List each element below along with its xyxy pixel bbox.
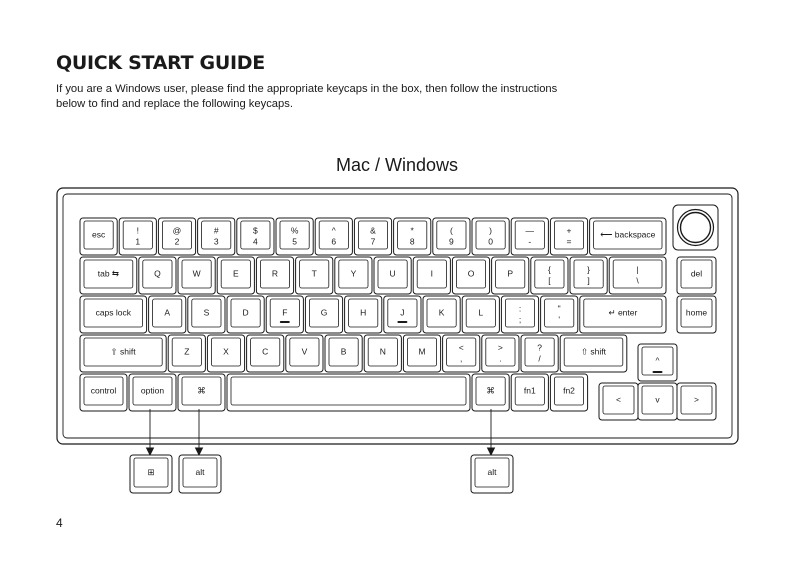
replacement-keycaps <box>130 455 513 493</box>
key-option[interactable] <box>129 374 176 411</box>
key-equals-shift-label: + <box>566 225 572 236</box>
key-9-label: 9 <box>449 236 454 247</box>
key-control-label: control <box>90 385 117 396</box>
key-h-label: H <box>360 307 367 318</box>
page-title: QUICK START GUIDE <box>56 52 265 74</box>
replacement-windows-key[interactable] <box>130 455 172 493</box>
key-6[interactable] <box>315 218 352 255</box>
key-del[interactable] <box>677 257 716 294</box>
key-y-label: Y <box>350 268 357 279</box>
key-semicolon-label: ; <box>518 314 522 325</box>
key-left-bracket-label: [ <box>548 275 551 286</box>
key-b[interactable] <box>325 335 362 372</box>
key-y[interactable] <box>335 257 372 294</box>
key-left-bracket-shift-label: { <box>547 264 551 275</box>
key-u[interactable] <box>374 257 411 294</box>
key-comma-shift-label: < <box>458 342 464 353</box>
key-l[interactable] <box>462 296 499 333</box>
key-del-label: del <box>690 268 703 279</box>
key-2[interactable] <box>158 218 195 255</box>
key-3[interactable] <box>198 218 235 255</box>
key-e[interactable] <box>217 257 254 294</box>
replacement-alt-key-left-label: alt <box>195 467 205 478</box>
key-equals[interactable] <box>550 218 587 255</box>
key-q[interactable] <box>139 257 176 294</box>
key-arrow-up[interactable] <box>638 344 677 381</box>
key-6-shift-label: ^ <box>331 225 336 236</box>
key-p-label: P <box>507 268 514 279</box>
key-a-label: A <box>164 307 171 318</box>
key-v-label: V <box>301 346 308 357</box>
key-g[interactable] <box>305 296 342 333</box>
key-t-label: T <box>311 268 317 279</box>
key-m[interactable] <box>403 335 440 372</box>
key-i-label: I <box>430 268 433 279</box>
key-space[interactable] <box>227 374 470 411</box>
key-caps-lock-label: caps lock <box>95 307 132 318</box>
key-n[interactable] <box>364 335 401 372</box>
key-o[interactable] <box>452 257 489 294</box>
key-s[interactable] <box>188 296 225 333</box>
key-2-shift-label: @ <box>172 225 182 236</box>
key-fn2[interactable] <box>550 374 587 411</box>
key-5-label: 5 <box>292 236 297 247</box>
key-backslash-shift-label: | <box>636 264 639 275</box>
key-7[interactable] <box>354 218 391 255</box>
key-f-label: F <box>282 307 288 318</box>
key-fn2-label: fn2 <box>563 385 575 396</box>
key-minus-shift-label: — <box>525 225 535 236</box>
key-h[interactable] <box>345 296 382 333</box>
key-a[interactable] <box>149 296 186 333</box>
key-x[interactable] <box>207 335 244 372</box>
key-left-bracket[interactable] <box>531 257 568 294</box>
replacement-windows-key-label: ⊞ <box>147 467 155 478</box>
key-n-label: N <box>379 346 386 357</box>
key-period-shift-label: > <box>497 342 503 353</box>
key-0[interactable] <box>472 218 509 255</box>
key-backslash[interactable] <box>609 257 666 294</box>
key-p[interactable] <box>492 257 529 294</box>
key-left-shift-label: ⇧ shift <box>110 346 136 357</box>
key-quote-shift-label: " <box>557 303 561 314</box>
key-8[interactable] <box>394 218 431 255</box>
key-minus-label: - <box>528 236 532 247</box>
key-fn1[interactable] <box>511 374 548 411</box>
key-esc[interactable] <box>80 218 117 255</box>
key-d[interactable] <box>227 296 264 333</box>
key-enter-label: ↵ enter <box>608 307 638 318</box>
key-9-shift-label: ( <box>449 225 453 236</box>
key-arrow-down-label: v <box>655 394 660 405</box>
key-semicolon-shift-label: : <box>518 303 522 314</box>
key-0-shift-label: ) <box>489 225 493 236</box>
key-1-shift-label: ! <box>136 225 139 236</box>
key-7-shift-label: & <box>370 225 376 236</box>
key-3-label: 3 <box>213 236 219 247</box>
key-s-label: S <box>203 307 210 318</box>
key-c[interactable] <box>247 335 284 372</box>
key-backspace-label: ⟵ backspace <box>600 229 656 240</box>
key-arrow-right-label: > <box>694 394 699 405</box>
key-layer <box>80 218 716 420</box>
key-u-label: U <box>389 268 396 279</box>
key-backslash-label: \ <box>636 275 639 286</box>
key-quote[interactable] <box>541 296 578 333</box>
key-semicolon[interactable] <box>501 296 538 333</box>
key-arrow-up-label: ^ <box>655 355 660 366</box>
key-1[interactable] <box>119 218 156 255</box>
key-fn1-label: fn1 <box>523 385 536 396</box>
key-arrow-down[interactable] <box>638 383 677 420</box>
key-tab-label: tab ⇆ <box>97 268 120 279</box>
key-8-label: 8 <box>409 236 415 247</box>
key-arrow-left[interactable] <box>599 383 638 420</box>
key-7-label: 7 <box>370 236 376 247</box>
key-6-label: 6 <box>331 236 337 247</box>
key-comma-label: , <box>460 353 463 364</box>
key-arrow-right[interactable] <box>677 383 716 420</box>
key-caps-lock[interactable] <box>80 296 147 333</box>
key-slash[interactable] <box>521 335 558 372</box>
key-f[interactable] <box>266 296 303 333</box>
key-esc-label: esc <box>91 229 106 240</box>
key-right-bracket[interactable] <box>570 257 607 294</box>
key-slash-shift-label: ? <box>537 342 542 353</box>
key-j[interactable] <box>384 296 421 333</box>
key-right-bracket-shift-label: } <box>587 264 591 275</box>
key-k[interactable] <box>423 296 460 333</box>
key-quote-label: ' <box>558 314 561 325</box>
key-1-label: 1 <box>135 236 141 247</box>
key-comma[interactable] <box>443 335 480 372</box>
key-home[interactable] <box>677 296 716 333</box>
key-t[interactable] <box>296 257 333 294</box>
key-2-label: 2 <box>174 236 180 247</box>
key-d-label: D <box>242 307 249 318</box>
key-right-command-label: ⌘ <box>486 385 495 396</box>
key-c-label: C <box>262 346 269 357</box>
key-v[interactable] <box>286 335 323 372</box>
key-k-label: K <box>438 307 445 318</box>
key-r-label: R <box>271 268 279 279</box>
key-control[interactable] <box>80 374 127 411</box>
key-minus[interactable] <box>511 218 548 255</box>
rotary-knob-icon[interactable] <box>673 205 718 250</box>
key-j-label: J <box>400 307 405 318</box>
key-m-label: M <box>418 346 426 357</box>
key-e-label: E <box>232 268 239 279</box>
key-4-label: 4 <box>253 236 258 247</box>
key-w-label: W <box>192 268 201 279</box>
key-5[interactable] <box>276 218 313 255</box>
replacement-alt-key-left[interactable] <box>179 455 221 493</box>
key-enter[interactable] <box>580 296 666 333</box>
intro-text: If you are a Windows user, please find the appropriate keycaps in the box, then follow the instructions below to find and replace the following keycaps. <box>56 83 558 110</box>
layout-label: Mac / Windows <box>335 155 459 175</box>
key-option-label: option <box>140 385 165 396</box>
key-l-label: L <box>478 307 484 318</box>
key-right-command[interactable] <box>472 374 509 411</box>
key-right-shift-label: ⇧ shift <box>580 346 607 357</box>
key-r[interactable] <box>256 257 293 294</box>
key-0-label: 0 <box>488 236 493 247</box>
key-8-shift-label: * <box>410 225 414 236</box>
key-left-shift[interactable] <box>80 335 166 372</box>
page-number: 4 <box>56 516 63 530</box>
replacement-alt-key-right-label: alt <box>487 467 497 478</box>
key-home-label: home <box>685 307 708 318</box>
key-x-label: X <box>223 346 229 357</box>
key-backspace[interactable] <box>590 218 666 255</box>
key-o-label: O <box>467 268 475 279</box>
replacement-alt-key-right[interactable] <box>471 455 513 493</box>
key-right-bracket-label: ] <box>587 275 590 286</box>
key-z[interactable] <box>168 335 205 372</box>
key-left-command[interactable] <box>178 374 225 411</box>
key-left-command-label: ⌘ <box>197 385 206 396</box>
key-period-label: . <box>499 353 502 364</box>
key-arrow-left-label: < <box>616 394 621 405</box>
key-equals-label: = <box>566 236 572 247</box>
key-z-label: Z <box>184 346 190 357</box>
key-5-shift-label: % <box>290 225 299 236</box>
key-w[interactable] <box>178 257 215 294</box>
key-q-label: Q <box>154 268 161 279</box>
key-period[interactable] <box>482 335 519 372</box>
key-i[interactable] <box>413 257 450 294</box>
key-b-label: B <box>340 346 347 357</box>
key-4-shift-label: $ <box>253 225 258 236</box>
key-slash-label: / <box>538 353 541 364</box>
key-right-shift[interactable] <box>560 335 627 372</box>
key-9[interactable] <box>433 218 470 255</box>
key-3-shift-label: # <box>213 225 219 236</box>
key-g-label: G <box>320 307 328 318</box>
key-tab[interactable] <box>80 257 137 294</box>
key-4[interactable] <box>237 218 274 255</box>
